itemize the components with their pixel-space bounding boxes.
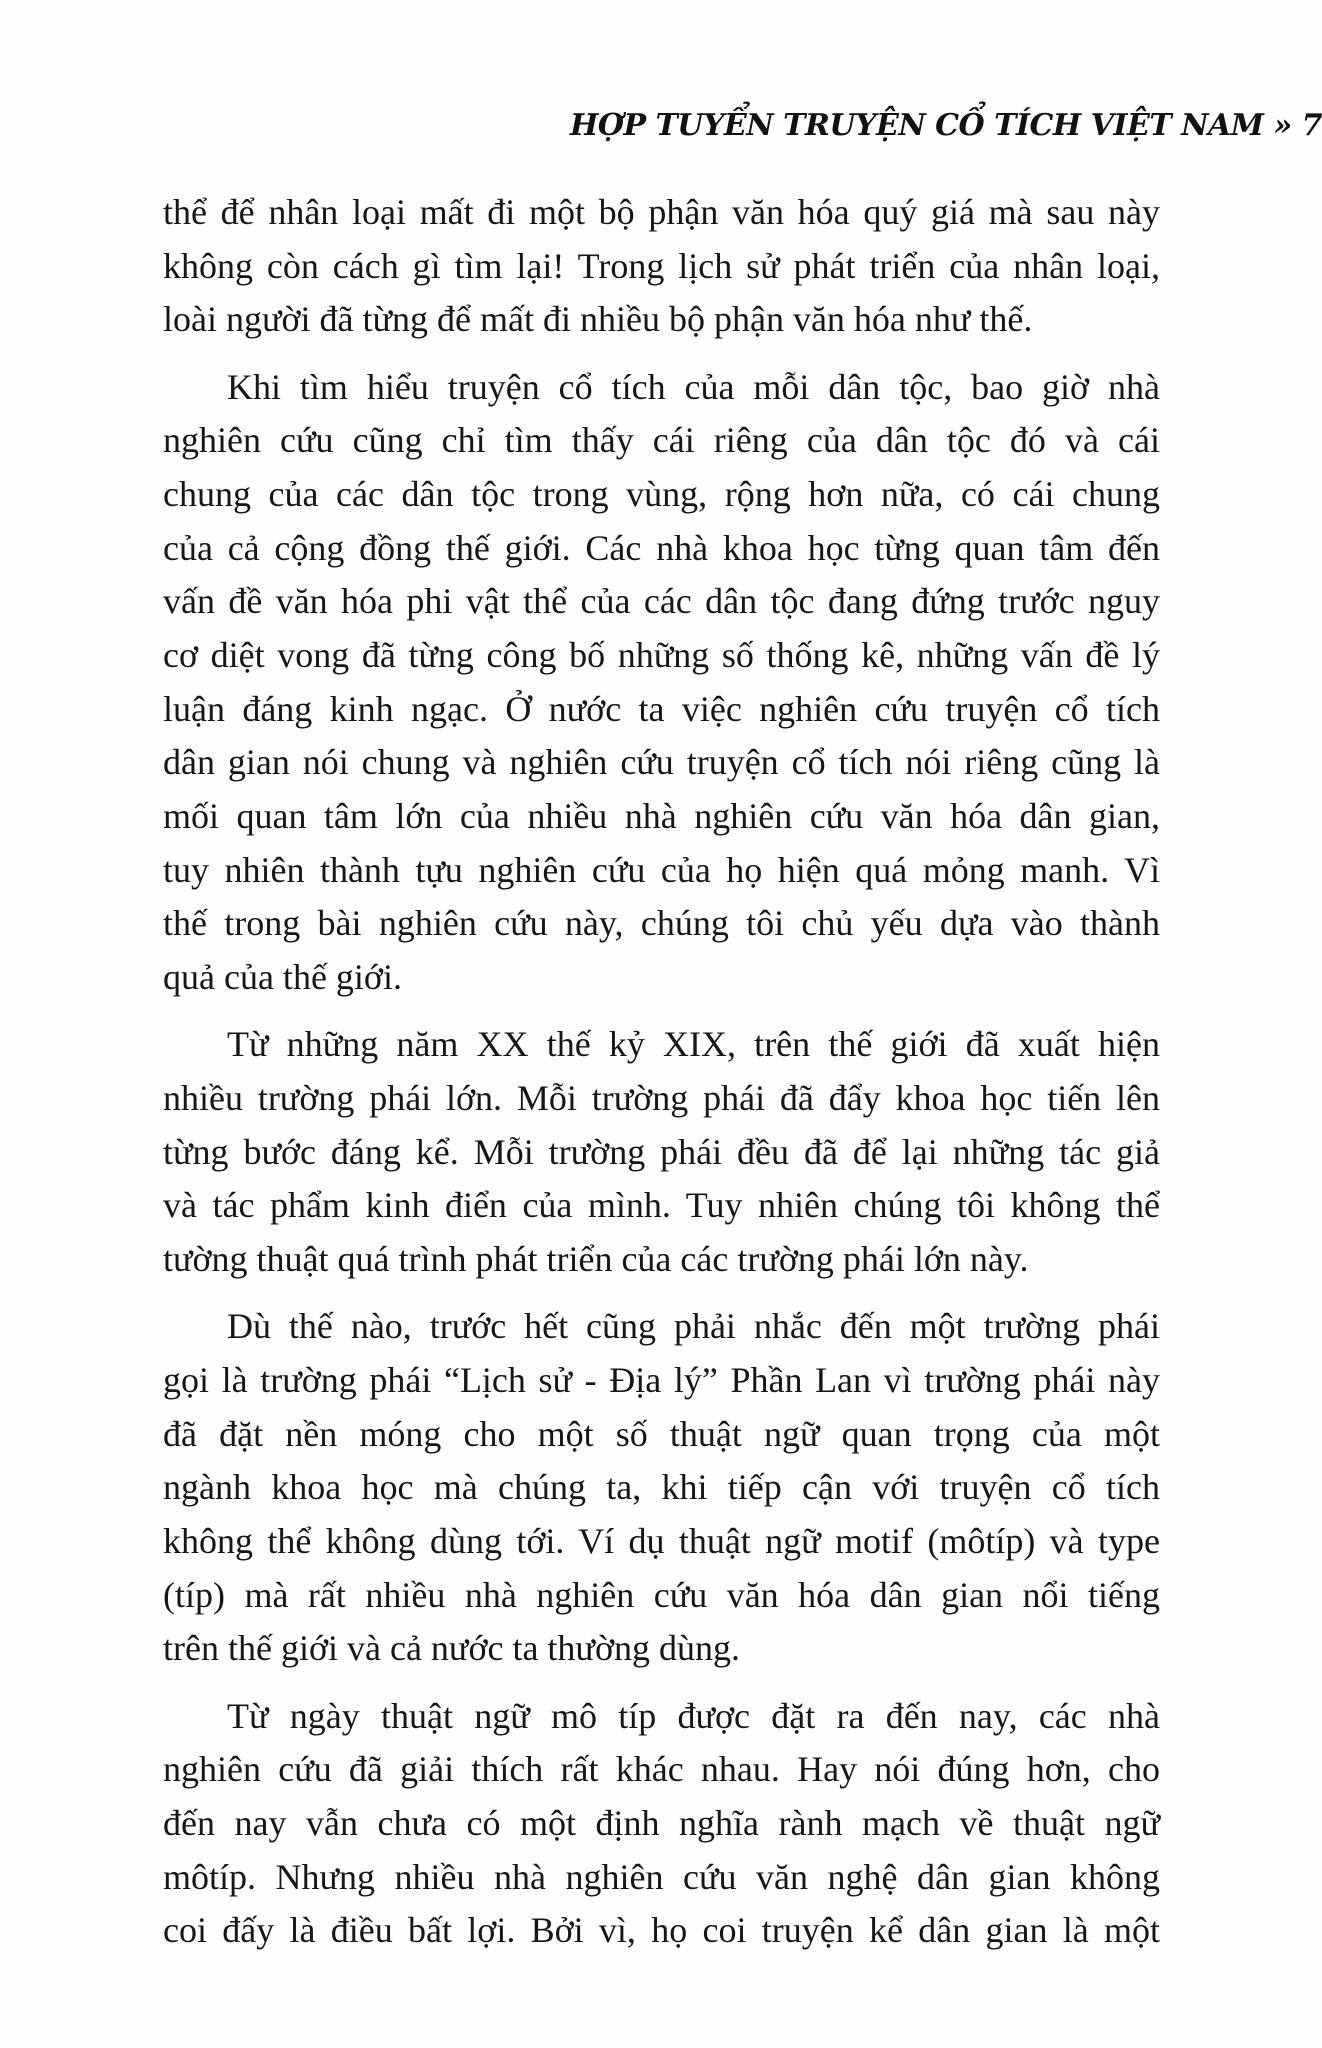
text-line: trên thế giới và cả nước ta thường dùng. <box>163 1628 740 1669</box>
header-separator: » <box>1273 108 1292 143</box>
paragraph <box>163 186 1160 347</box>
text-line: nghiên cứu cũng chỉ tìm thấy cái riêng của dân tộc đó và cái <box>163 420 1160 461</box>
text-line: ngành khoa học mà chúng ta, khi tiếp cận với truyện cổ tích <box>163 1467 1160 1508</box>
page-number: 7 <box>1301 108 1322 143</box>
text-line: đã đặt nền móng cho một số thuật ngữ quan trọng của một <box>163 1413 1160 1454</box>
text-line: Từ những năm XX thế kỷ XIX, trên thế giới đã xuất hiện <box>227 1024 1160 1065</box>
text-line: nghiên cứu đã giải thích rất khác nhau. Hay nói đúng hơn, cho <box>163 1749 1160 1790</box>
text-line: gọi là trường phái “Lịch sử - Địa lý” Phần Lan vì trường phái này <box>163 1359 1160 1400</box>
text-line: (típ) mà rất nhiều nhà nghiên cứu văn hóa dân gian nổi tiếng <box>163 1574 1160 1615</box>
text-line: Từ ngày thuật ngữ mô típ được đặt ra đến nay, các nhà <box>227 1695 1160 1736</box>
text-line: đến nay vẫn chưa có một định nghĩa rành mạch về thuật ngữ <box>163 1802 1160 1843</box>
text-line: thể để nhân loại mất đi một bộ phận văn hóa quý giá mà sau này <box>163 192 1160 232</box>
text-line: Dù thế nào, trước hết cũng phải nhắc đến một trường phái <box>227 1306 1160 1347</box>
text-line: cơ diệt vong đã từng công bố những số thống kê, những vấn đề lý <box>163 635 1160 675</box>
text-line: và tác phẩm kinh điển của mình. Tuy nhiên chúng tôi không thể <box>163 1185 1160 1226</box>
paragraph <box>163 1690 1160 1958</box>
text-line: không còn cách gì tìm lại! Trong lịch sử phát triển của nhân loại, <box>163 245 1160 286</box>
text-line: coi đấy là điều bất lợi. Bởi vì, họ coi truyện kể dân gian là một <box>163 1910 1160 1951</box>
text-line: không thể không dùng tới. Ví dụ thuật ngữ motif (môtíp) và type <box>163 1521 1160 1561</box>
text-line: dân gian nói chung và nghiên cứu truyện cổ tích nói riêng cũng là <box>163 742 1160 783</box>
text-line: chung của các dân tộc trong vùng, rộng hơn nữa, có cái chung <box>163 473 1160 514</box>
paragraph <box>163 1018 1160 1286</box>
text-line: từng bước đáng kể. Mỗi trường phái đều đã để lại những tác giả <box>163 1131 1160 1172</box>
text-line: nhiều trường phái lớn. Mỗi trường phái đã đẩy khoa học tiến lên <box>163 1078 1160 1118</box>
text-line: Khi tìm hiểu truyện cổ tích của mỗi dân tộc, bao giờ nhà <box>227 366 1160 407</box>
text-line: thế trong bài nghiên cứu này, chúng tôi chủ yếu dựa vào thành <box>163 903 1160 944</box>
text-line: loài người đã từng để mất đi nhiều bộ phận văn hóa như thế. <box>163 299 1033 340</box>
text-line: môtíp. Nhưng nhiều nhà nghiên cứu văn nghệ dân gian không <box>163 1856 1160 1897</box>
text-line: mối quan tâm lớn của nhiều nhà nghiên cứu văn hóa dân gian, <box>163 796 1160 837</box>
paragraph <box>163 1300 1160 1676</box>
paragraph <box>163 361 1160 1005</box>
body-text <box>163 186 1160 1972</box>
running-title: HỢP TUYỂN TRUYỆN CỔ TÍCH VIỆT NAM <box>570 108 1264 143</box>
text-line: quả của thế giới. <box>163 957 402 998</box>
text-line: luận đáng kinh ngạc. Ở nước ta việc nghiên cứu truyện cổ tích <box>163 688 1160 729</box>
text-line: tường thuật quá trình phát triển của các trường phái lớn này. <box>163 1239 1029 1280</box>
text-line: vấn đề văn hóa phi vật thể của các dân tộc đang đứng trước nguy <box>163 581 1160 622</box>
text-line: của cả cộng đồng thế giới. Các nhà khoa học từng quan tâm đến <box>163 527 1160 568</box>
text-line: tuy nhiên thành tựu nghiên cứu của họ hiện quá mỏng manh. Vì <box>163 849 1160 890</box>
running-header <box>570 108 1322 143</box>
